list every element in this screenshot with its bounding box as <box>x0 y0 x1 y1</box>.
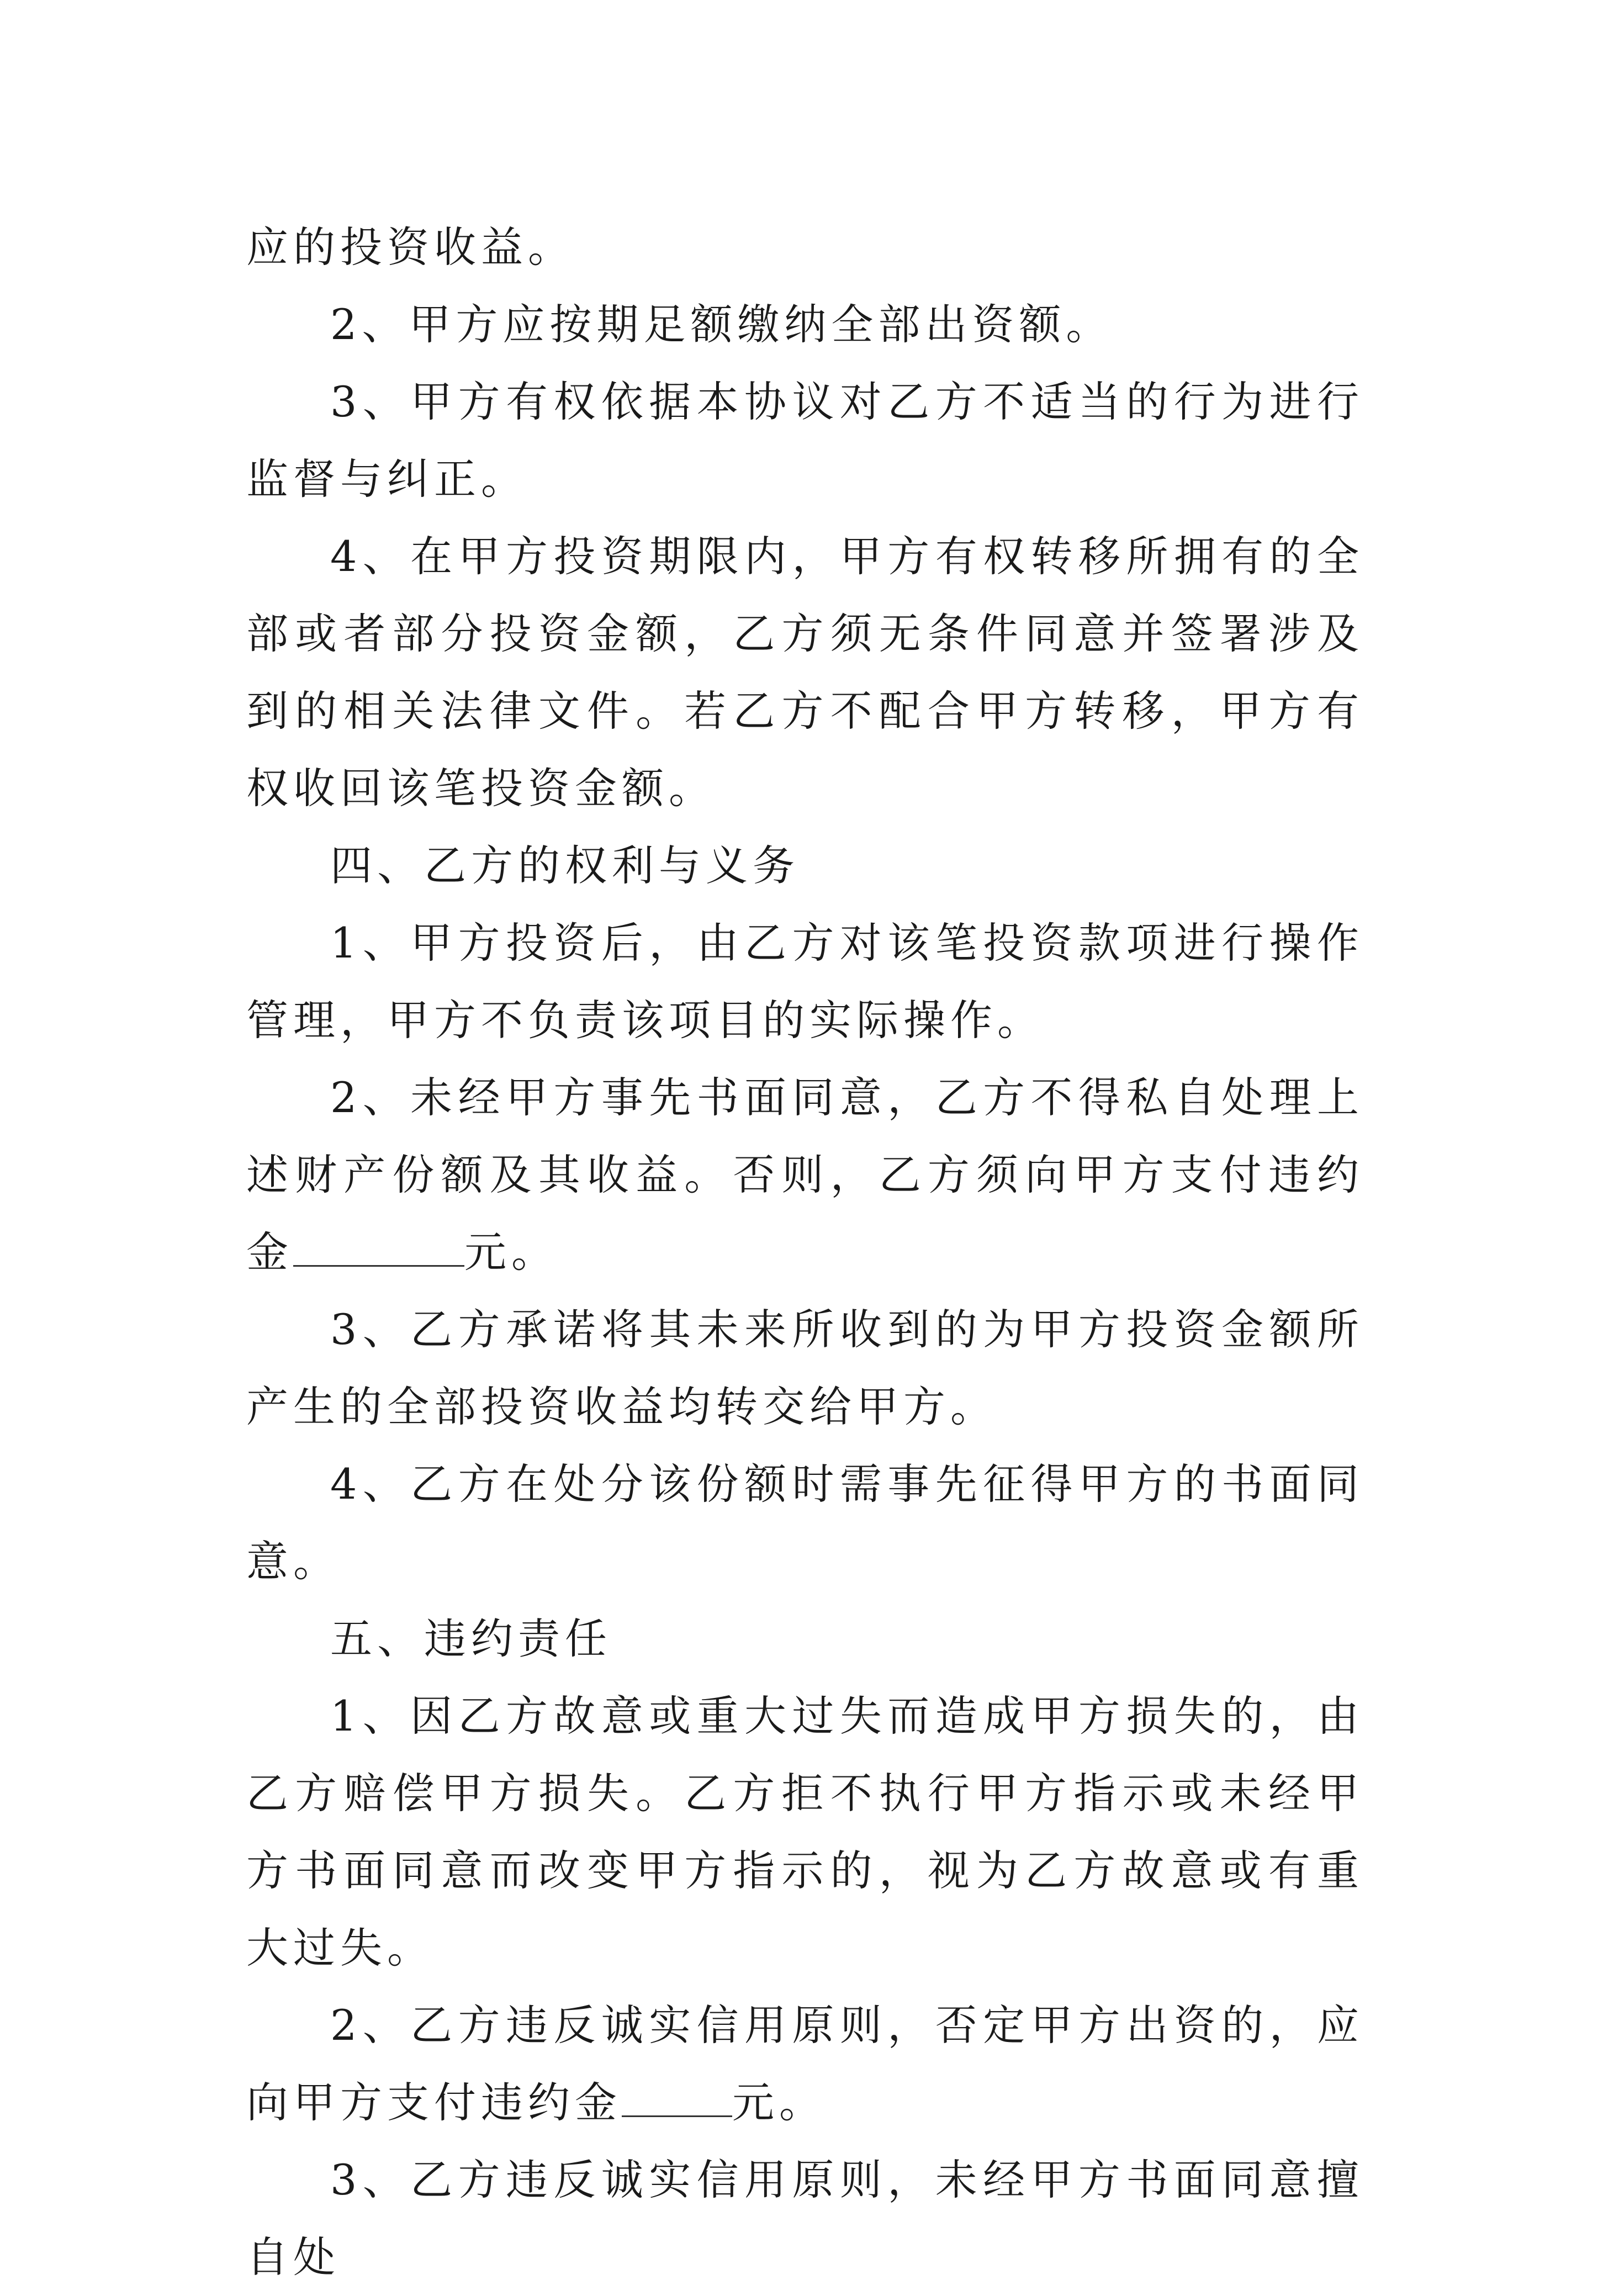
penalty-amount-blank-2[interactable] <box>622 2080 732 2117</box>
clause-5-2-text: 2、乙方违反诚实信用原则，否定甲方出资的，应向甲方支付违约金 <box>246 2001 1364 2127</box>
clause-5-1: 1、因乙方故意或重大过失而造成甲方损失的，由乙方赔偿甲方损失。乙方拒不执行甲方指示或未经甲方书面同意而改变甲方指示的，视为乙方故意或有重大过失。 <box>246 1691 1364 1972</box>
clause-4-2 <box>246 1059 1364 1291</box>
section-heading-4: 四、乙方的权利与义务 <box>330 841 800 890</box>
penalty-amount-blank[interactable] <box>293 1230 464 1267</box>
clause-3-2: 2、甲方应按期足额缴纳全部出资额。 <box>330 300 1113 349</box>
document-page <box>246 209 1364 2296</box>
clause-3-3: 3、甲方有权依据本协议对乙方不适当的行为进行监督与纠正。 <box>246 377 1364 504</box>
clause-4-1: 1、甲方投资后，由乙方对该笔投资款项进行操作管理，甲方不负责该项目的实际操作。 <box>246 918 1364 1045</box>
clause-5-3: 3、乙方违反诚实信用原则，未经甲方书面同意擅自处 <box>246 2155 1364 2282</box>
clause-3-4: 4、在甲方投资期限内，甲方有权转移所拥有的全部或者部分投资金额，乙方须无条件同意并签署涉及到的相关法律文件。若乙方不配合甲方转移，甲方有权收回该笔投资金额。 <box>246 532 1364 813</box>
clause-5-2 <box>246 1987 1364 2141</box>
clause-5-2-unit: 元。 <box>732 2078 826 2127</box>
clause-4-2-text: 2、未经甲方事先书面同意，乙方不得私自处理上述财产份额及其收益。否则，乙方须向甲方支付违约金 <box>246 1073 1364 1277</box>
clause-4-4: 4、乙方在处分该份额时需事先征得甲方的书面同意。 <box>246 1459 1364 1586</box>
clause-4-2-unit: 元。 <box>464 1228 558 1277</box>
section-heading-5: 五、违约责任 <box>330 1614 612 1663</box>
paragraph-continuation: 应的投资收益。 <box>246 223 575 272</box>
clause-4-3: 3、乙方承诺将其未来所收到的为甲方投资金额所产生的全部投资收益均转交给甲方。 <box>246 1305 1364 1431</box>
